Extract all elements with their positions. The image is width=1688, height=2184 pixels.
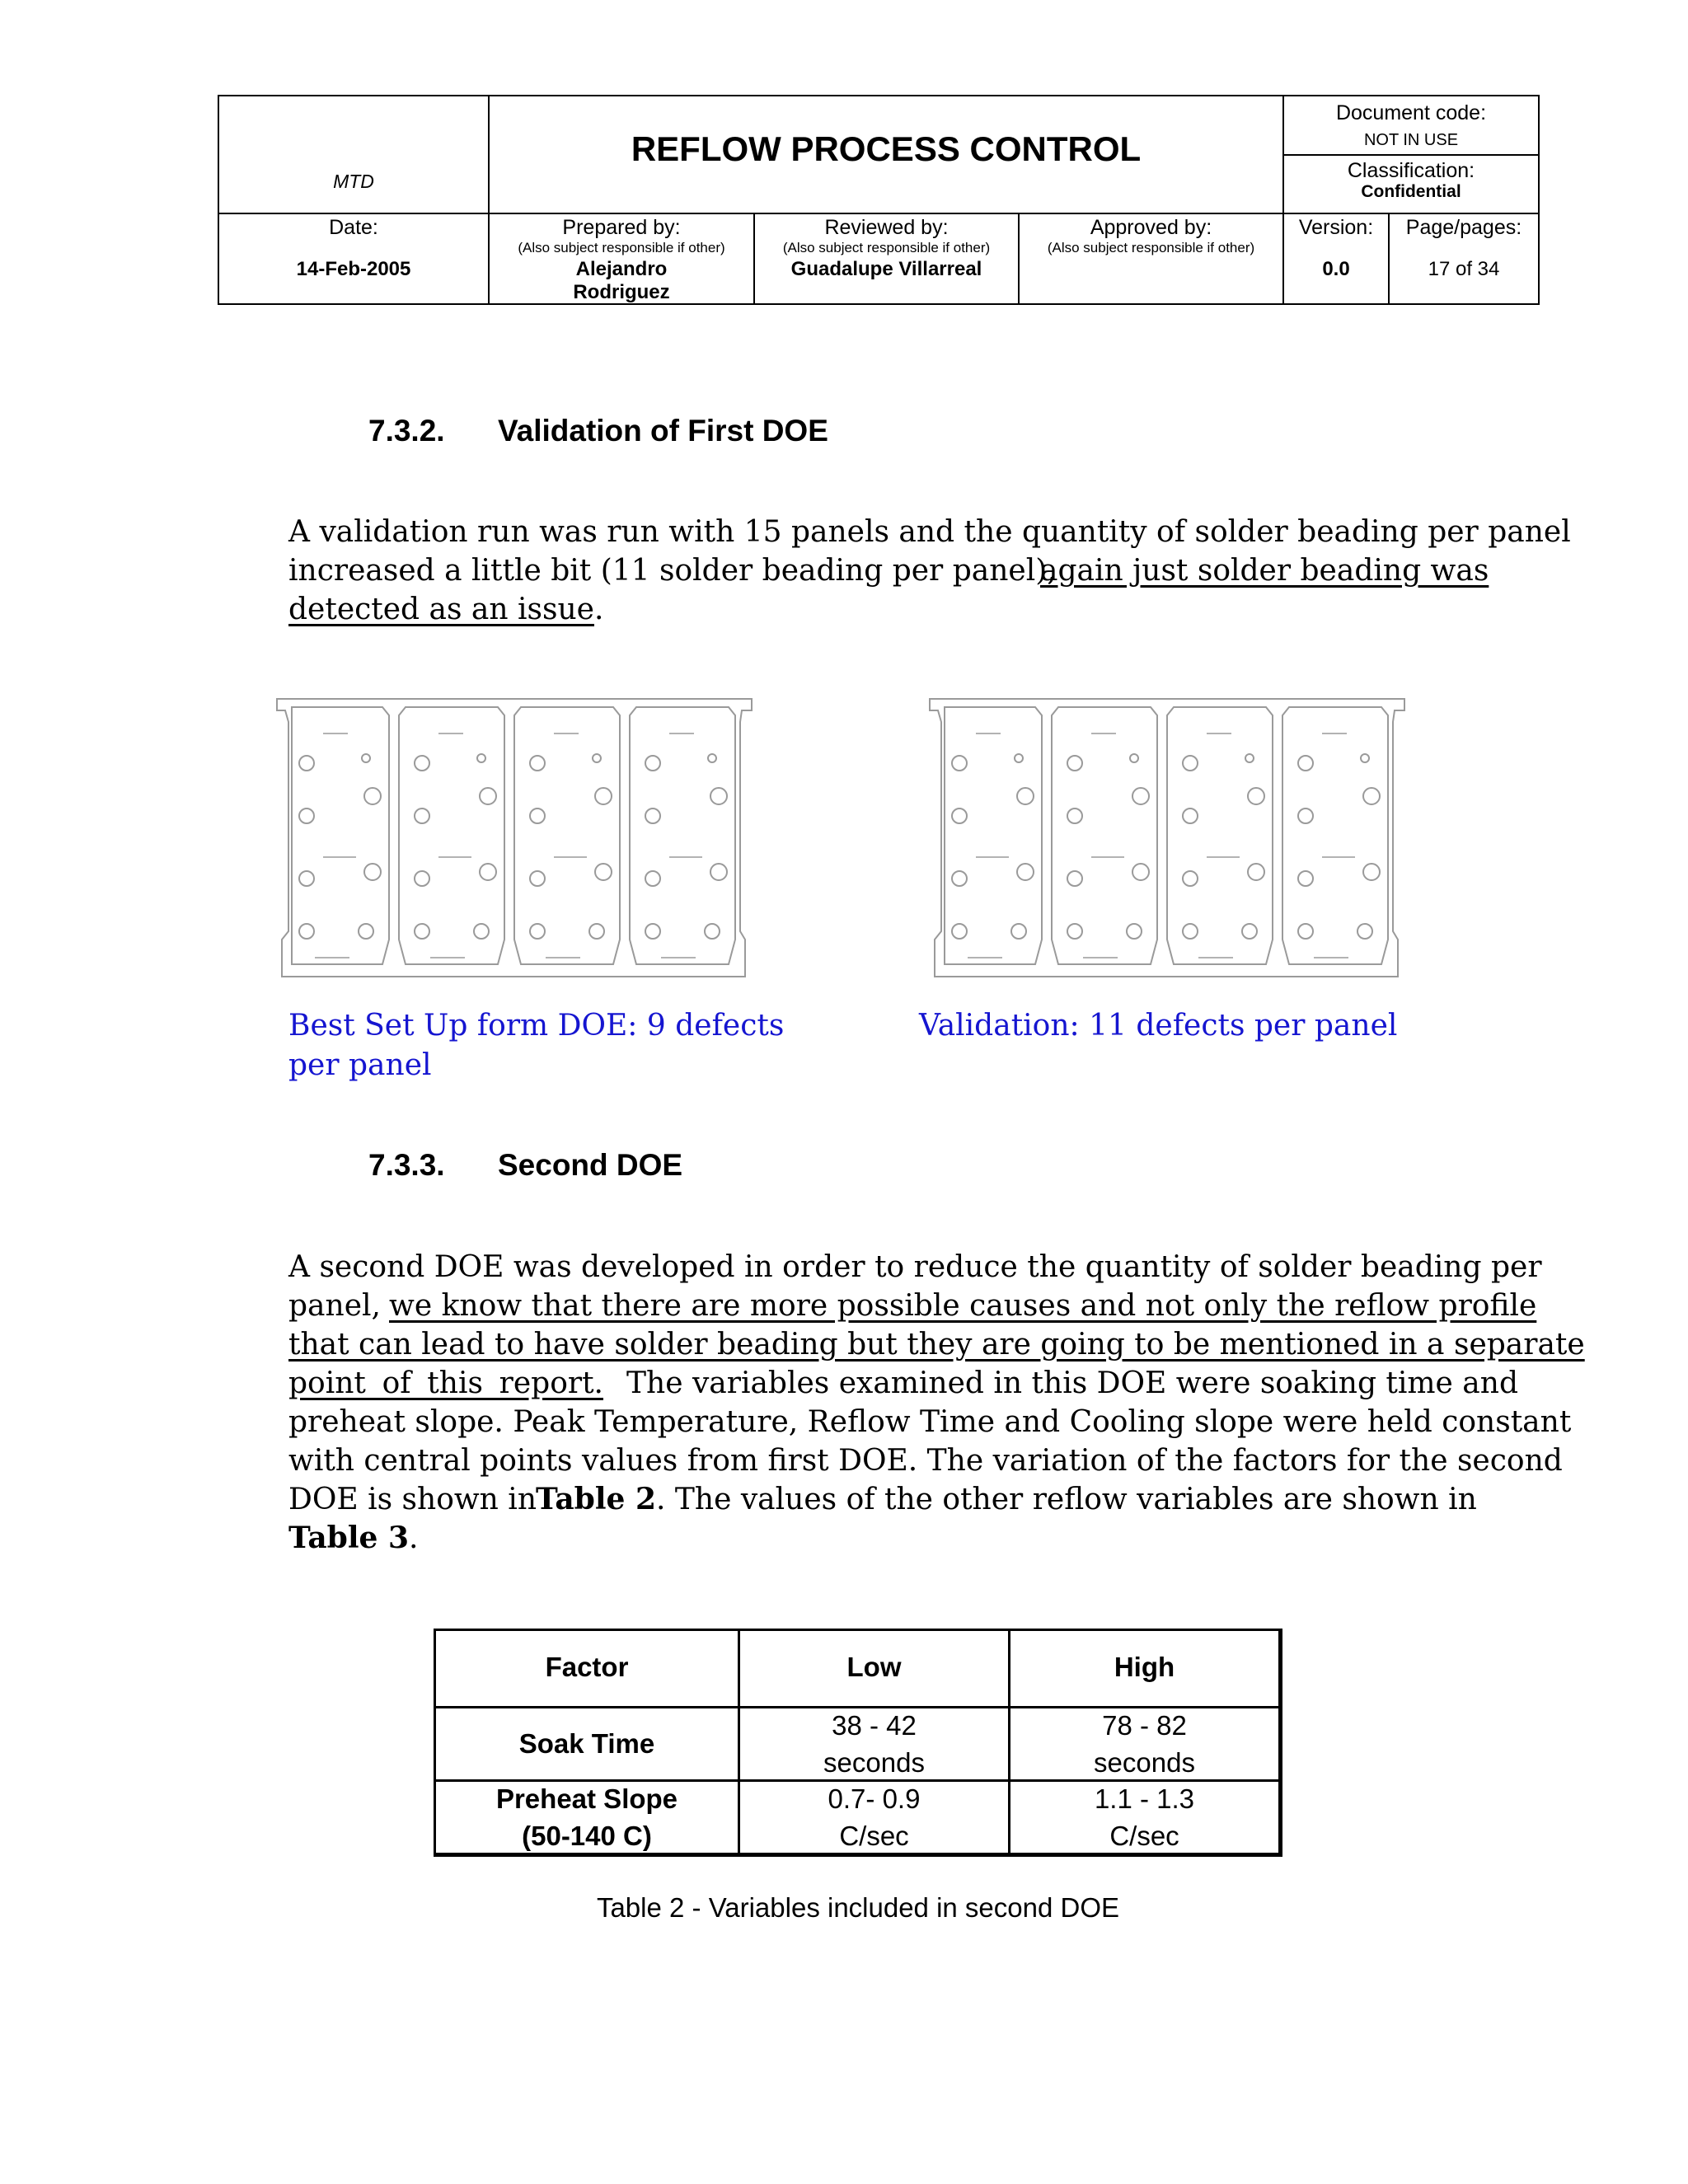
prepared-by-note: (Also subject responsible if other) [518, 240, 725, 255]
reviewed-by-value: Guadalupe Villarreal [790, 258, 982, 280]
document-code-value: NOT IN USE [1363, 131, 1459, 149]
paragraph-text: . [593, 593, 604, 626]
paragraph-text: panel, [288, 1289, 381, 1323]
document-title: REFLOW PROCESS CONTROL [631, 129, 1142, 168]
header-divider [219, 213, 1538, 214]
table-reference: Table 3 [288, 1521, 410, 1555]
cell-line: 38 - 42 [832, 1710, 917, 1741]
paragraph-line: with central points values from first DOE. The variation of the factors for the second [288, 1444, 1563, 1478]
header-divider [1282, 154, 1538, 156]
section-number: 7.3.2. [368, 414, 445, 448]
prepared-by-value: Rodriguez [573, 281, 670, 303]
caption-line: per panel [288, 1048, 432, 1082]
document-header-table [218, 95, 1540, 305]
figure-caption-right: Validation: 11 defects per panel [919, 1009, 1398, 1043]
cell-line: seconds [1094, 1747, 1195, 1778]
paragraph-text: DOE is shown in [288, 1483, 537, 1516]
paragraph-text: increased a little bit (11 solder beading per panel), [288, 554, 1057, 588]
section-paragraph [288, 513, 1571, 629]
table-cell-low [740, 1707, 1008, 1781]
date-label: Date: [329, 216, 378, 239]
caption-line: Best Set Up form DOE: 9 defects [288, 1009, 785, 1043]
paragraph-text: The variables examined in this DOE were soaking time and [626, 1366, 1518, 1400]
underlined-text: that can lead to have solder beading but they are going to be mentioned in a separate [288, 1328, 1585, 1361]
paragraph-text: . The values of the other reflow variables are shown in [656, 1483, 1477, 1516]
paragraph-line: A second DOE was developed in order to reduce the quantity of solder beading per [288, 1250, 1542, 1284]
reviewed-by-note: (Also subject responsible if other) [782, 240, 991, 255]
paragraph-line [288, 590, 1469, 629]
reviewed-by-label: Reviewed by: [824, 216, 949, 239]
section-number: 7.3.3. [368, 1148, 445, 1182]
version-label: Version: [1298, 216, 1374, 239]
table-cell-high [1010, 1707, 1278, 1781]
cell-line: 78 - 82 [1102, 1710, 1187, 1741]
cell-line: (50-140 C) [522, 1821, 652, 1851]
cell-line: 0.7- 0.9 [828, 1783, 921, 1814]
paragraph-line [288, 1519, 1469, 1558]
classification-value: Confidential [1361, 182, 1461, 201]
table-border [1278, 1629, 1282, 1857]
panel-drawing-validation [926, 692, 1408, 989]
classification-label: Classification: [1347, 159, 1475, 182]
paragraph-line [288, 1480, 1477, 1519]
page-count-label: Page/pages: [1405, 216, 1522, 239]
paragraph-text: . [409, 1521, 419, 1555]
paragraph-line [288, 1286, 1537, 1325]
underlined-text: detected as an issue [288, 593, 594, 626]
column-header-low: Low [846, 1652, 902, 1682]
approved-by-note: (Also subject responsible if other) [1047, 240, 1255, 255]
prepared-by-label: Prepared by: [562, 216, 681, 239]
section-title: Validation of First DOE [498, 414, 828, 448]
variables-table [434, 1629, 1282, 1857]
cell-line: Preheat Slope [495, 1783, 678, 1814]
table-border [434, 1629, 1282, 1631]
paragraph-line [288, 551, 1489, 590]
paragraph-line: A validation run was run with 15 panels and the quantity of solder beading per panel [288, 515, 1571, 549]
underlined-text: point of this report. [288, 1366, 603, 1400]
prepared-by-value: Alejandro [575, 258, 668, 280]
paragraph-line [288, 1364, 1518, 1403]
table-caption: Table 2 - Variables included in second DOE [596, 1892, 1120, 1923]
table-cell-low [740, 1780, 1008, 1854]
paragraph-line: preheat slope. Peak Temperature, Reflow Time and Cooling slope were held constant [288, 1405, 1572, 1439]
table-cell-factor: Soak Time [518, 1728, 655, 1759]
figure-caption-left [288, 1006, 784, 1085]
underlined-text: again just solder beading was [1040, 554, 1489, 588]
table-cell-factor [436, 1780, 738, 1854]
cell-line: C/sec [839, 1821, 909, 1851]
section-paragraph [288, 1248, 1585, 1558]
panel-drawing-best-setup [274, 692, 755, 989]
table-cell-high [1010, 1780, 1278, 1854]
page-count-value: 17 of 34 [1428, 258, 1500, 280]
company-name: MTD [333, 171, 374, 192]
underlined-text: we know that there are more possible causes and not only the reflow profile [389, 1289, 1537, 1323]
column-header-factor: Factor [545, 1652, 629, 1682]
cell-line: 1.1 - 1.3 [1094, 1783, 1195, 1814]
column-header-high: High [1114, 1652, 1175, 1682]
version-value: 0.0 [1322, 258, 1350, 280]
section-title: Second DOE [498, 1148, 683, 1182]
document-code-label: Document code: [1335, 101, 1487, 124]
date-value: 14-Feb-2005 [296, 258, 411, 280]
approved-by-label: Approved by: [1090, 216, 1212, 239]
table-reference: Table 2 [536, 1482, 657, 1516]
cell-line: seconds [823, 1747, 925, 1778]
cell-line: C/sec [1109, 1821, 1179, 1851]
